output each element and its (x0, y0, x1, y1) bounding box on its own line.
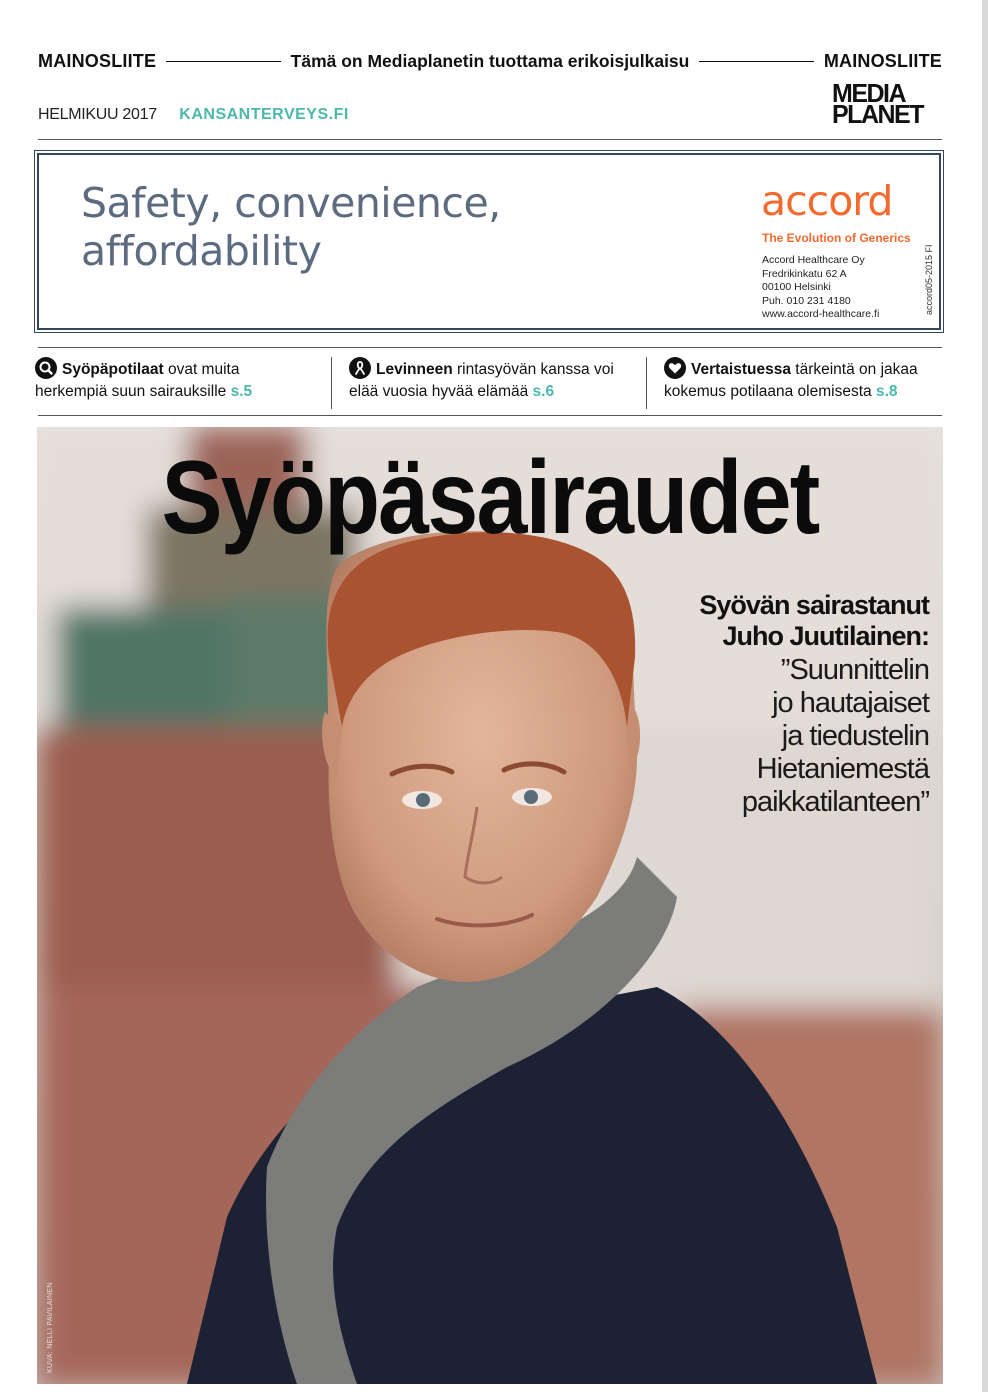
teaser-text: ovat muita (163, 361, 240, 378)
supplement-mark-left: MAINOSLIITE (38, 50, 157, 71)
divider-line (699, 61, 813, 62)
cover-quote (589, 590, 929, 819)
teaser-bold: Syöpäpotilaat (62, 361, 164, 378)
quote-line: Hietaniemestä (756, 753, 929, 785)
teaser-top-rule (38, 347, 942, 348)
teaser-text: kokemus potilaana olemisesta (664, 383, 876, 400)
teaser-item[interactable] (664, 357, 918, 403)
address-line: 00100 Helsinki (762, 281, 831, 293)
publisher-note: Tämä on Mediaplanetin tuottama erikoisjulkaisu (290, 50, 690, 71)
address-line: Accord Healthcare Oy (762, 254, 865, 266)
supplement-mark-right: MAINOSLIITE (823, 50, 943, 71)
ad-slogan (81, 179, 601, 275)
quote-line: jo hautajaiset (772, 687, 929, 719)
teaser-text: elää vuosia hyvää elämää (349, 383, 533, 400)
ad-tagline: The Evolution of Generics (762, 231, 911, 245)
accord-logo: accord (761, 177, 893, 225)
quote-text (589, 654, 929, 819)
cover-headline: Syöpäsairaudet (161, 440, 819, 556)
quote-line: paikkatilanteen” (741, 786, 929, 818)
issue-meta (38, 106, 349, 124)
address-line: Puh. 010 231 4180 (762, 294, 851, 307)
top-bar (38, 50, 942, 72)
teaser-bold: Levinneen (376, 361, 453, 378)
heart-icon (664, 357, 686, 379)
teaser-bottom-rule (38, 415, 942, 416)
ad-slogan-line-2: affordability (81, 227, 322, 275)
teaser-item[interactable] (349, 357, 614, 403)
site-link[interactable]: KANSANTERVEYS.FI (179, 106, 349, 123)
ad-address (762, 254, 879, 322)
teaser-divider (331, 357, 332, 409)
ad-website-link[interactable]: www.accord-healthcare.fi (762, 308, 880, 320)
quote-line: ”Suunnittelin (780, 654, 929, 686)
search-icon (35, 357, 57, 379)
teaser-text: rintasyövän kanssa voi (452, 361, 614, 378)
divider-line (166, 61, 280, 62)
teaser-text: tärkeintä on jakaa (790, 361, 918, 378)
teaser-bold: Vertaistuessa (691, 361, 791, 378)
page-ref: s.5 (230, 383, 253, 400)
ribbon-icon (349, 357, 371, 379)
mediaplanet-logo (832, 78, 942, 130)
teaser-item[interactable] (35, 357, 252, 403)
quote-intro-line: Syövän sairastanut (699, 590, 929, 620)
page-ref: s.6 (532, 383, 555, 400)
ad-code: accord05-2015 FI (924, 244, 934, 315)
page-ref: s.8 (875, 383, 898, 400)
address-line: Fredrikinkatu 62 A (762, 267, 847, 280)
portrait-illustration (37, 427, 943, 1384)
photo-credit: KUVA: NELLI PAVILAINEN (47, 1282, 54, 1373)
header-rule (38, 139, 942, 140)
quote-intro-line: Juho Juutilainen: (722, 621, 929, 651)
logo-line-1: MEDIA (832, 78, 906, 109)
quote-intro (589, 590, 929, 652)
logo-line-2: PLANET (832, 99, 923, 130)
teaser-row (33, 357, 943, 411)
quote-line: ja tiedustelin (781, 720, 929, 752)
teaser-divider (646, 357, 647, 409)
accord-advert[interactable] (37, 153, 941, 330)
cover-photo (37, 427, 943, 1384)
teaser-text: herkempiä suun sairauksille (35, 383, 231, 400)
issue-date: HELMIKUU 2017 (38, 106, 157, 123)
ad-slogan-line-1: Safety, convenience, (81, 179, 501, 227)
